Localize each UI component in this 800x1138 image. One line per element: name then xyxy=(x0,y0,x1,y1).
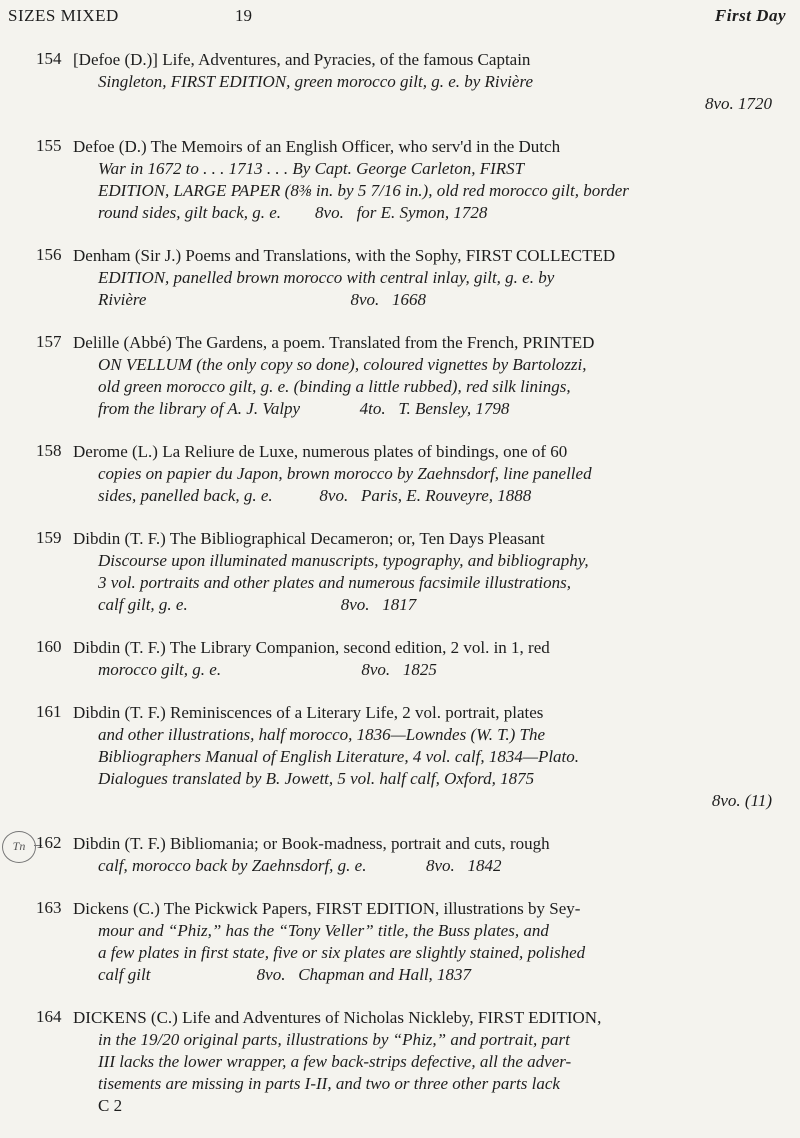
entry-line: War in 1672 to . . . 1713 . . . By Capt. George Carleton, FIRST xyxy=(98,159,525,178)
catalogue-entry xyxy=(0,245,800,311)
catalogue-entry xyxy=(0,833,800,877)
entry-line: Defoe (D.) The Memoirs of an English Officer, who serv'd in the Dutch xyxy=(73,137,561,156)
catalogue-entry xyxy=(0,702,800,812)
lot-number: 161 xyxy=(36,702,62,721)
entry-line: a few plates in first state, five or six plates are slightly stained, polished xyxy=(98,943,586,962)
entry-line: ON VELLUM (the only copy so done), coloured vignettes by Bartolozzi, xyxy=(98,355,587,374)
catalogue-entry xyxy=(0,136,800,224)
catalogue-entry xyxy=(0,332,800,420)
entry-line: calf gilt 8vo. Chapman and Hall, 1837 xyxy=(98,965,472,984)
catalogue-entry xyxy=(0,441,800,507)
entry-line: Bibliographers Manual of English Literature, 4 vol. calf, 1834—Plato. xyxy=(98,747,580,766)
entry-line: from the library of A. J. Valpy 4to. T. Bensley, 1798 xyxy=(98,399,510,418)
entry-line: Rivière 8vo. 1668 xyxy=(98,290,426,309)
entry-format-date: 8vo. (11) xyxy=(711,791,772,810)
entry-line: copies on papier du Japon, brown morocco by Zaehnsdorf, line panelled xyxy=(98,464,592,483)
entry-line: old green morocco gilt, g. e. (binding a little rubbed), red silk linings, xyxy=(98,377,571,396)
entry-line: Dibdin (T. F.) Bibliomania; or Book-madness, portrait and cuts, rough xyxy=(73,834,550,853)
entry-line: [Defoe (D.)] Life, Adventures, and Pyracies, of the famous Captain xyxy=(73,50,531,69)
entry-line: in the 19/20 original parts, illustrations by “Phiz,” and portrait, part xyxy=(98,1030,570,1049)
lot-number: 156 xyxy=(36,245,62,264)
signature-mark: C 2 xyxy=(98,1096,123,1115)
entry-line: 3 vol. portraits and other plates and numerous facsimile illustrations, xyxy=(98,573,572,592)
page-number: 19 xyxy=(235,6,252,25)
entry-line: calf gilt, g. e. 8vo. 1817 xyxy=(98,595,417,614)
handwritten-mark-icon: Tn xyxy=(2,831,36,863)
entry-line: and other illustrations, half morocco, 1836—Lowndes (W. T.) The xyxy=(98,725,546,744)
entry-line: Dialogues translated by B. Jowett, 5 vol. half calf, Oxford, 1875 xyxy=(98,769,535,788)
lot-number: 157 xyxy=(36,332,62,351)
entry-line: DICKENS (C.) Life and Adventures of Nicholas Nickleby, FIRST EDITION, xyxy=(73,1008,602,1027)
catalogue-entries xyxy=(0,49,800,1138)
entry-line: Discourse upon illuminated manuscripts, typography, and bibliography, xyxy=(98,551,589,570)
catalogue-entry xyxy=(0,637,800,681)
entry-line: Denham (Sir J.) Poems and Translations, with the Sophy, FIRST COLLECTED xyxy=(73,246,616,265)
catalogue-entry xyxy=(0,528,800,616)
entry-line: mour and “Phiz,” has the “Tony Veller” title, the Buss plates, and xyxy=(98,921,549,940)
entry-line: III lacks the lower wrapper, a few back-strips defective, all the adver- xyxy=(98,1052,572,1071)
lot-number: 158 xyxy=(36,441,62,460)
lot-number: 160 xyxy=(36,637,62,656)
entry-format-date: 8vo. 1720 xyxy=(704,94,772,113)
entry-line: Derome (L.) La Reliure de Luxe, numerous plates of bindings, one of 60 xyxy=(73,442,568,461)
entry-line: round sides, gilt back, g. e. 8vo. for E. Symon, 1728 xyxy=(98,203,488,222)
section-heading: SIZES MIXED xyxy=(8,6,119,25)
entry-line: calf, morocco back by Zaehnsdorf, g. e. 8vo. 1842 xyxy=(98,856,502,875)
entry-line: Dibdin (T. F.) Reminiscences of a Literary Life, 2 vol. portrait, plates xyxy=(73,703,544,722)
entry-line: Singleton, FIRST EDITION, green morocco gilt, g. e. by Rivière xyxy=(98,72,533,91)
catalogue-entry xyxy=(0,1007,800,1117)
catalogue-entry xyxy=(0,898,800,986)
lot-number: 159 xyxy=(36,528,62,547)
page-header xyxy=(0,6,800,36)
day-heading: First Day xyxy=(714,6,786,25)
lot-number: 164 xyxy=(36,1007,62,1026)
catalogue-entry xyxy=(0,49,800,115)
entry-line: sides, panelled back, g. e. 8vo. Paris, E. Rouveyre, 1888 xyxy=(98,486,532,505)
entry-line: tisements are missing in parts I-II, and two or three other parts lack xyxy=(98,1074,560,1093)
entry-line: Dibdin (T. F.) The Bibliographical Decameron; or, Ten Days Pleasant xyxy=(73,529,545,548)
lot-number: 155 xyxy=(36,136,62,155)
entry-line: Dickens (C.) The Pickwick Papers, FIRST EDITION, illustrations by Sey- xyxy=(73,899,581,918)
entry-line: morocco gilt, g. e. 8vo. 1825 xyxy=(98,660,437,679)
entry-line: Dibdin (T. F.) The Library Companion, second edition, 2 vol. in 1, red xyxy=(73,638,550,657)
entry-line: EDITION, panelled brown morocco with central inlay, gilt, g. e. by xyxy=(98,268,555,287)
lot-number: 162 xyxy=(36,833,62,852)
entry-line: Delille (Abbé) The Gardens, a poem. Translated from the French, PRINTED xyxy=(73,333,595,352)
entry-line: EDITION, LARGE PAPER (8⅜ in. by 5 7/16 in.), old red morocco gilt, border xyxy=(98,181,629,200)
lot-number: 154 xyxy=(36,49,62,68)
lot-number: 163 xyxy=(36,898,62,917)
